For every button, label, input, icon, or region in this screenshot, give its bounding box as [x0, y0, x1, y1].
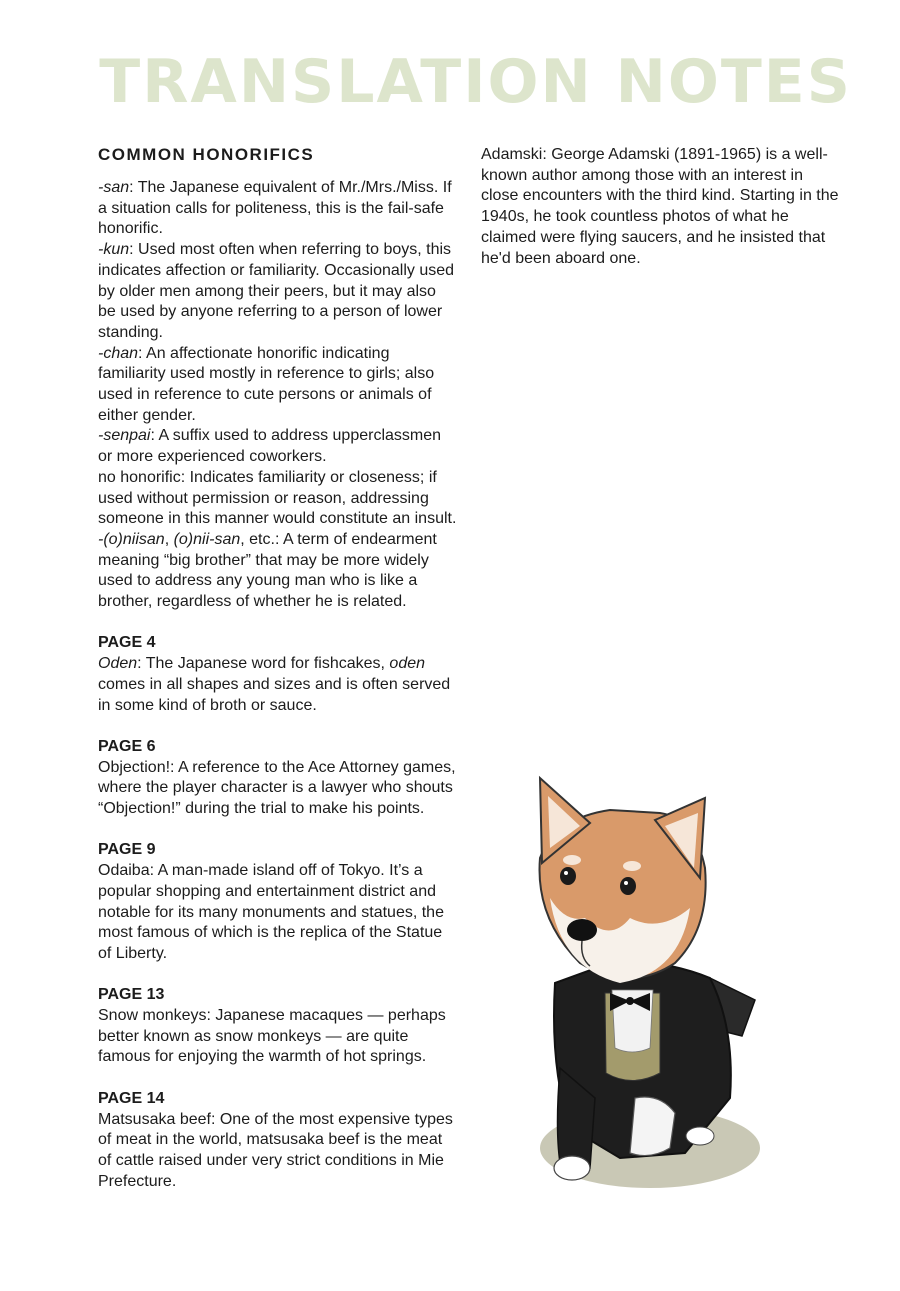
page-4-text: Oden: The Japanese word for fishcakes, oden comes in all shapes and sizes and is often served in some kind of broth or sauce.	[98, 655, 451, 714]
page-6-heading: PAGE 6	[98, 737, 156, 755]
left-column	[98, 144, 458, 1192]
page-13-text: Snow monkeys: Japanese macaques — perhaps better known as snow monkeys — are quite famous for enjoying the warmth of hot springs.	[98, 1007, 446, 1066]
honorific-entry-none: no honorific: Indicates familiarity or closeness; if used without permission or reason, addressing someone in this manner would constitute an insult.	[98, 468, 457, 528]
page-4-heading: PAGE 4	[98, 634, 156, 652]
page-9-heading: PAGE 9	[98, 841, 156, 859]
page-4-note	[98, 633, 458, 716]
page-14-text: Matsusaka beef: One of the most expensive types of meat in the world, matsusaka beef is the meat of cattle raised under very strict conditions in Mie Prefecture.	[98, 1110, 453, 1190]
page-9-note	[98, 840, 458, 964]
honorific-entry-san: -san: The Japanese equivalent of Mr./Mrs./Miss. If a situation calls for politeness, this is the fail-safe honorific.	[98, 179, 452, 238]
page-title: TRANSLATION NOTES	[99, 47, 852, 117]
honorific-entry-oniisan: -(o)niisan, (o)nii-san, etc.: A term of endearment meaning “big brother” that may be more widely used to address any young man who is like a brother, regardless of whether he is related.	[98, 530, 437, 611]
honorific-entry-kun: -kun: Used most often when referring to boys, this indicates affection or familiarity. Occasionally used by older men among their peers, but it may also be used by anyone referring to a person of lower standing.	[98, 241, 455, 341]
page-14-heading: PAGE 14	[98, 1089, 165, 1107]
page-13-note	[98, 985, 458, 1068]
honorifics-heading: COMMON HONORIFICS	[98, 145, 315, 164]
page-9-text: Odaiba: A man-made island off of Tokyo. It’s a popular shopping and entertainment district and notable for its many monuments and statues, the most famous of which is the replica of the Statue of Liberty.	[98, 862, 444, 962]
page-6-note	[98, 737, 458, 820]
honorific-entry-chan: -chan: An affectionate honorific indicating familiarity used mostly in reference to girls; also used in reference to cute persons or animals of either gender.	[98, 344, 435, 424]
shiba-dog-in-tuxedo-icon	[510, 768, 770, 1198]
right-column	[481, 145, 841, 269]
page-14-note	[98, 1089, 458, 1193]
adamski-note: Adamski: George Adamski (1891-1965) is a well-known author among those with an interest in close encounters with the third kind. Starting in the 1940s, he took countless photos of what he claimed were flying saucers, and he insisted that he'd been aboard one.	[481, 146, 839, 267]
page-13-heading: PAGE 13	[98, 986, 165, 1004]
honorific-entry-senpai: -senpai: A suffix used to address upperclassmen or more experienced coworkers.	[98, 427, 442, 466]
page-6-text: Objection!: A reference to the Ace Attorney games, where the player character is a lawyer who shouts “Objection!” during the trial to make his points.	[98, 758, 456, 818]
